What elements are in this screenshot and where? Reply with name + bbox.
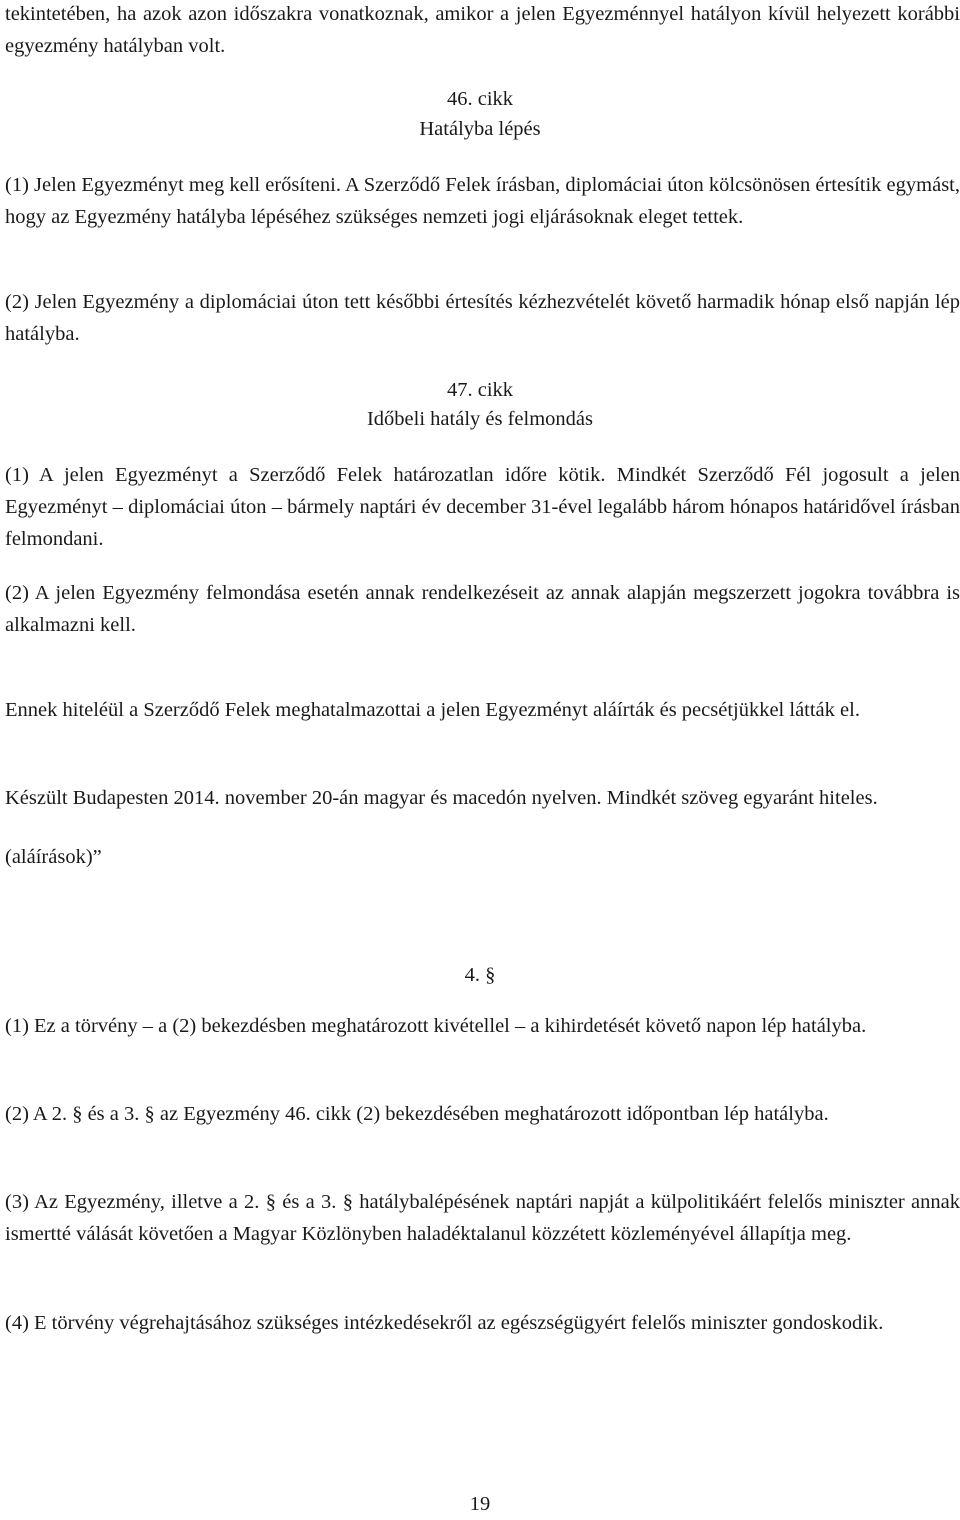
article-46-title: Hatályba lépés <box>419 118 541 140</box>
page-number: 19 <box>469 1493 491 1515</box>
section-4-paragraph-2: (2) A 2. § és a 3. § az Egyezmény 46. cikk (2) bekezdésében meghatározott időpontban lép hatályba. <box>5 1103 829 1125</box>
made-paragraph: Készült Budapesten 2014. november 20-án magyar és macedón nyelven. Mindkét szöveg egyaránt hiteles. <box>5 787 878 809</box>
section-4-paragraph-4: (4) E törvény végrehajtásához szükséges intézkedésekről az egészségügyért felelős miniszter gondoskodik. <box>5 1312 884 1334</box>
article-46-paragraph-1: (1) Jelen Egyezményt meg kell erősíteni. A Szerződő Felek írásban, diplomáciai úton kölcsönösen értesítik egymást, hogy az Egyezmény hatályba lépéséhez szükséges nemzeti jogi eljárásoknak eleget tettek. <box>5 174 960 228</box>
article-46-paragraph-2: (2) Jelen Egyezmény a diplomáciai úton tett későbbi értesítés kézhezvételét követő harmadik hónap első napján lép hatályba. <box>5 291 960 345</box>
article-47-title: Időbeli hatály és felmondás <box>366 408 593 430</box>
section-4-paragraph-3: (3) Az Egyezmény, illetve a 2. § és a 3. § hatálybalépésének naptári napját a külpolitikáért felelős miniszter annak ismertté válását követően a Magyar Közlönyben haladéktalanul közzétett közleményével állapítja meg. <box>5 1191 960 1245</box>
section-4-heading: 4. § <box>464 964 496 986</box>
article-47-paragraph-2: (2) A jelen Egyezmény felmondása esetén annak rendelkezéseit az annak alapján megszerzett jogokra továbbra is alkalmazni kell. <box>5 582 960 636</box>
article-47-number: 47. cikk <box>446 379 514 401</box>
article-46-number: 46. cikk <box>446 88 514 110</box>
signatures-note: (aláírások)” <box>5 846 102 868</box>
witness-paragraph: Ennek hiteléül a Szerződő Felek meghatalmazottai a jelen Egyezményt aláírták és pecsétjükkel látták el. <box>5 699 860 721</box>
article-47-paragraph-1: (1) A jelen Egyezményt a Szerződő Felek határozatlan időre kötik. Mindkét Szerződő Fél jogosult a jelen Egyezményt – diplomáciai úton – bármely naptári év december 31-ével legalább három hónapos határidővel írásban felmondani. <box>5 464 960 550</box>
intro-paragraph: tekintetében, ha azok azon időszakra vonatkoznak, amikor a jelen Egyezménnyel hatályon kívül helyezett korábbi egyezmény hatályban volt. <box>5 3 960 57</box>
section-4-paragraph-1: (1) Ez a törvény – a (2) bekezdésben meghatározott kivétellel – a kihirdetését követő napon lép hatályba. <box>5 1015 867 1037</box>
